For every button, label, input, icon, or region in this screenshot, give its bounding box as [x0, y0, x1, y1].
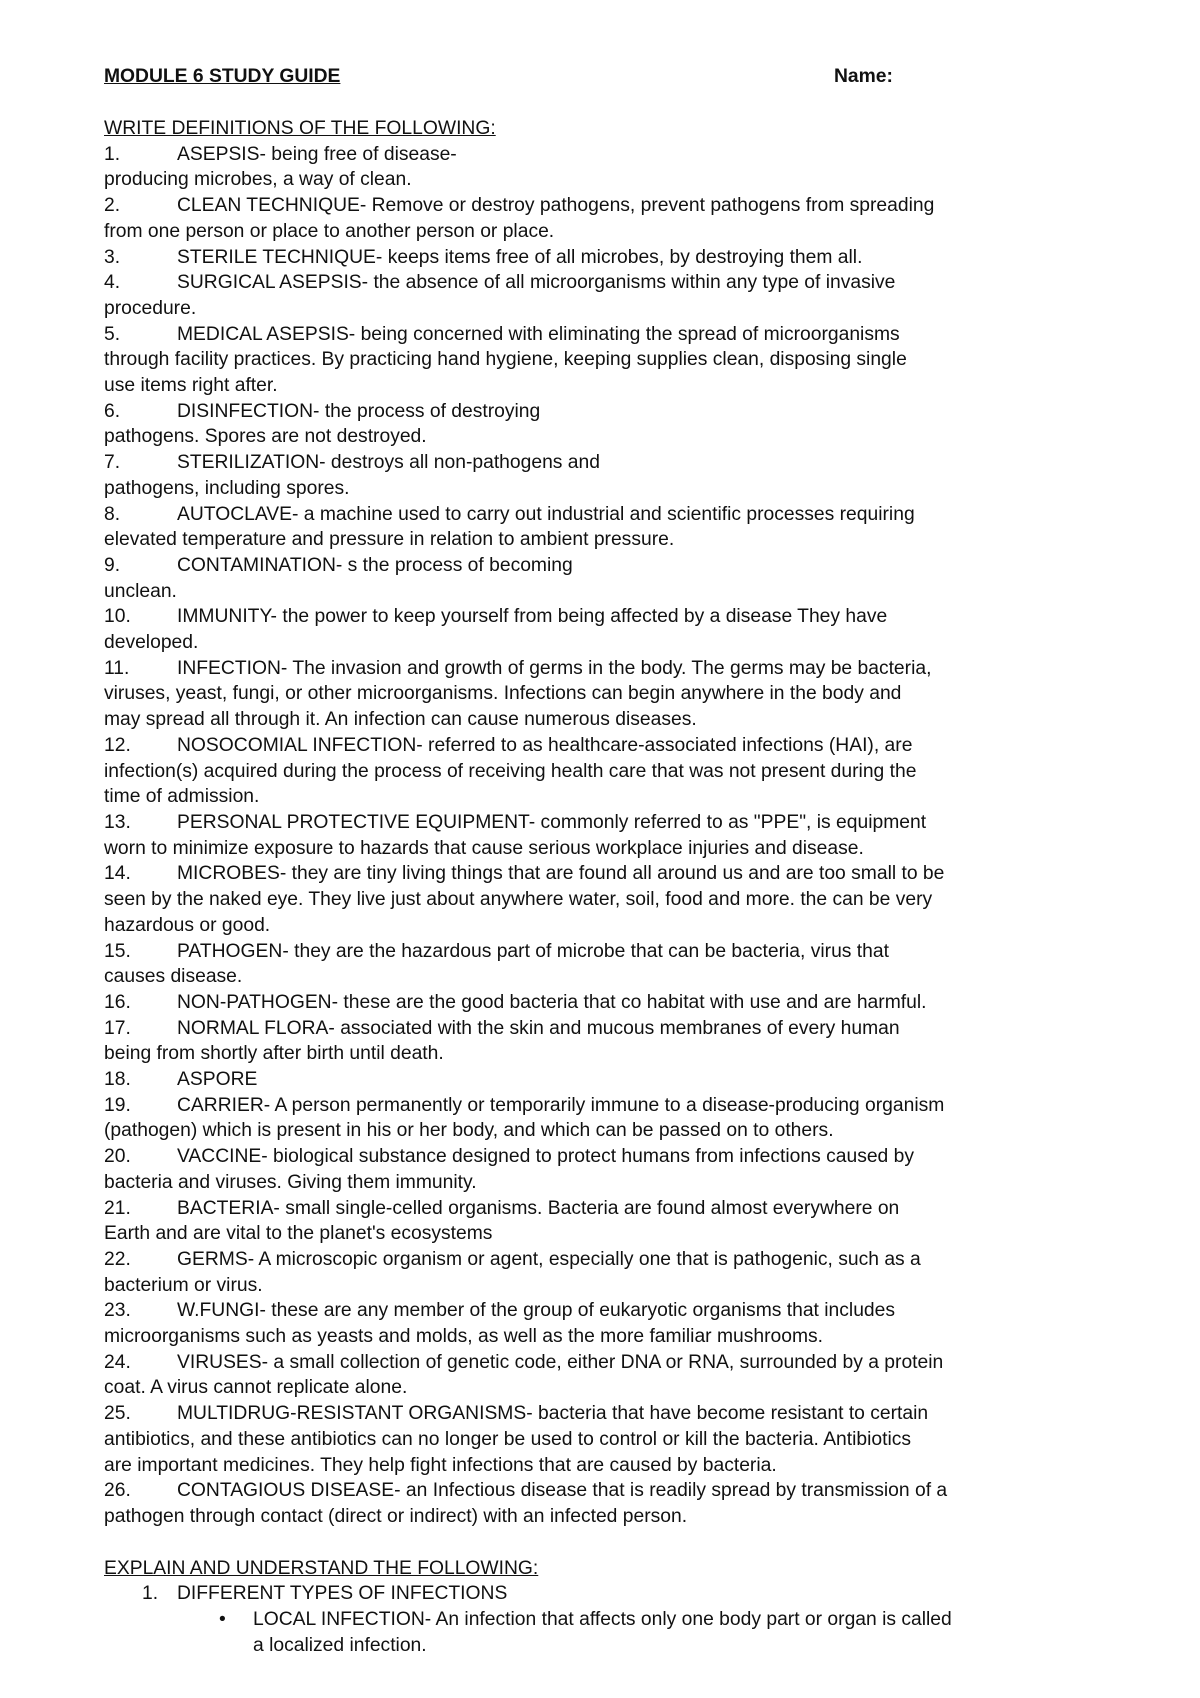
explain-list — [142, 1581, 1104, 1658]
definition-continuation-line — [104, 1221, 1104, 1247]
definition-continuation-line — [104, 527, 1104, 553]
spacer — [104, 1530, 1104, 1556]
explain-label: DIFFERENT TYPES OF INFECTIONS — [177, 1583, 508, 1605]
definition-number: 3. — [104, 246, 121, 268]
definition-number: 10. — [104, 606, 131, 628]
definition-number: 15. — [104, 940, 131, 962]
definition-number: 23. — [104, 1300, 131, 1322]
definition-first-line — [104, 1350, 1104, 1376]
definition-item — [104, 990, 1104, 1016]
explain-number: 1. — [142, 1583, 159, 1605]
definition-continuation-line — [104, 630, 1104, 656]
definition-number: 9. — [104, 554, 121, 576]
definition-text: NORMAL FLORA- associated with the skin and mucous membranes of every human — [177, 1017, 900, 1039]
definition-text: time of admission. — [104, 786, 260, 808]
definition-continuation-line — [104, 1504, 1104, 1530]
definition-text: INFECTION- The invasion and growth of germs in the body. The germs may be bacteria, — [177, 657, 932, 679]
definition-item — [104, 450, 1104, 501]
definition-item — [104, 1067, 1104, 1093]
definition-first-line — [104, 1247, 1104, 1273]
definition-continuation-line — [104, 476, 1104, 502]
definition-item — [104, 810, 1104, 861]
definition-item — [104, 1478, 1104, 1529]
definition-text: pathogen through contact (direct or indirect) with an infected person. — [104, 1505, 688, 1527]
definition-text: through facility practices. By practicing hand hygiene, keeping supplies clean, disposing single — [104, 349, 907, 371]
definition-text: VACCINE- biological substance designed to protect humans from infections caused by — [177, 1146, 914, 1168]
definition-item — [104, 245, 1104, 271]
definition-text: STERILIZATION- destroys all non-pathogens and — [177, 452, 600, 474]
definition-text: unclean. — [104, 580, 177, 602]
definition-item — [104, 1247, 1104, 1298]
definition-first-line — [104, 1067, 1104, 1093]
definition-continuation-line — [104, 707, 1104, 733]
definition-number: 26. — [104, 1480, 131, 1502]
definition-item — [104, 604, 1104, 655]
definition-first-line — [104, 861, 1104, 887]
definition-first-line — [104, 399, 1104, 425]
definition-text: NON-PATHOGEN- these are the good bacteria that co habitat with use and are harmful. — [177, 991, 927, 1013]
definition-text: producing microbes, a way of clean. — [104, 169, 412, 191]
definition-first-line — [104, 990, 1104, 1016]
definition-number: 14. — [104, 863, 131, 885]
definition-text: coat. A virus cannot replicate alone. — [104, 1377, 408, 1399]
definition-number: 1. — [104, 143, 121, 165]
definition-continuation-line — [104, 1170, 1104, 1196]
definition-item — [104, 861, 1104, 938]
definition-item — [104, 322, 1104, 399]
definition-item — [104, 1144, 1104, 1195]
definition-text: MICROBES- they are tiny living things that are found all around us and are too small to be — [177, 863, 945, 885]
definition-text: GERMS- A microscopic organism or agent, especially one that is pathogenic, such as a — [177, 1248, 921, 1270]
definition-item — [104, 399, 1104, 450]
definition-item — [104, 1350, 1104, 1401]
definition-continuation-line — [104, 759, 1104, 785]
definition-continuation-line — [104, 373, 1104, 399]
definition-continuation-line — [104, 964, 1104, 990]
definition-continuation-line — [104, 784, 1104, 810]
definition-text: are important medicines. They help fight infections that are caused by bacteria. — [104, 1454, 777, 1476]
definition-text: IMMUNITY- the power to keep yourself from being affected by a disease They have — [177, 606, 888, 628]
definition-first-line — [104, 656, 1104, 682]
definition-continuation-line — [104, 167, 1104, 193]
definition-text: CONTAMINATION- s the process of becoming — [177, 554, 573, 576]
definition-item — [104, 270, 1104, 321]
definition-text: CARRIER- A person permanently or temporarily immune to a disease-producing organism — [177, 1094, 945, 1116]
definition-continuation-line — [104, 1273, 1104, 1299]
definition-text: NOSOCOMIAL INFECTION- referred to as healthcare-associated infections (HAI), are — [177, 734, 913, 756]
definition-number: 6. — [104, 400, 121, 422]
definition-text: causes disease. — [104, 966, 243, 988]
definition-text: developed. — [104, 632, 199, 654]
definition-number: 22. — [104, 1248, 131, 1270]
definition-text: microorganisms such as yeasts and molds, as well as the more familiar mushrooms. — [104, 1326, 824, 1348]
definition-continuation-line — [104, 296, 1104, 322]
document-header — [104, 64, 1104, 90]
explain-item — [142, 1581, 1104, 1607]
definition-continuation-line — [104, 1453, 1104, 1479]
definition-number: 25. — [104, 1403, 131, 1425]
definition-continuation-line — [104, 836, 1104, 862]
definition-text: may spread all through it. An infection can cause numerous diseases. — [104, 709, 697, 731]
definition-first-line — [104, 939, 1104, 965]
bullet-dot-icon: • — [219, 1609, 226, 1631]
definition-first-line — [104, 142, 1104, 168]
definition-continuation-line — [104, 579, 1104, 605]
definition-text: procedure. — [104, 297, 197, 319]
definition-first-line — [104, 1016, 1104, 1042]
definition-continuation-line — [104, 219, 1104, 245]
definition-text: SURGICAL ASEPSIS- the absence of all microorganisms within any type of invasive — [177, 272, 896, 294]
definition-first-line — [104, 810, 1104, 836]
definition-text: bacterium or virus. — [104, 1274, 263, 1296]
definition-first-line — [104, 1298, 1104, 1324]
definition-text: PATHOGEN- they are the hazardous part of microbe that can be bacteria, virus that — [177, 940, 889, 962]
definition-continuation-line — [104, 424, 1104, 450]
definition-number: 18. — [104, 1069, 131, 1091]
definition-item — [104, 939, 1104, 990]
bullet-text: LOCAL INFECTION- An infection that affects only one body part or organ is called — [253, 1609, 952, 1631]
definition-item — [104, 733, 1104, 810]
definition-text: MULTIDRUG-RESISTANT ORGANISMS- bacteria that have become resistant to certain — [177, 1403, 929, 1425]
definition-number: 13. — [104, 811, 131, 833]
definition-continuation-line — [104, 347, 1104, 373]
definition-number: 17. — [104, 1017, 131, 1039]
definition-continuation-line — [104, 1324, 1104, 1350]
definition-number: 16. — [104, 991, 131, 1013]
definition-text: PERSONAL PROTECTIVE EQUIPMENT- commonly referred to as "PPE", is equipment — [177, 811, 927, 833]
definition-text: VIRUSES- a small collection of genetic code, either DNA or RNA, surrounded by a protein — [177, 1351, 944, 1373]
definition-first-line — [104, 270, 1104, 296]
definition-item — [104, 502, 1104, 553]
study-guide-document — [104, 64, 1104, 1658]
definition-text: CONTAGIOUS DISEASE- an Infectious disease that is readily spread by transmission of a — [177, 1480, 948, 1502]
definition-number: 5. — [104, 323, 121, 345]
definition-text: DISINFECTION- the process of destroying — [177, 400, 541, 422]
definition-text: use items right after. — [104, 375, 278, 397]
definition-first-line — [104, 322, 1104, 348]
definition-first-line — [104, 1478, 1104, 1504]
definition-continuation-line — [104, 1375, 1104, 1401]
definition-first-line — [104, 733, 1104, 759]
definition-text: bacteria and viruses. Giving them immunity. — [104, 1171, 477, 1193]
definition-first-line — [104, 553, 1104, 579]
definition-first-line — [104, 502, 1104, 528]
definition-first-line — [104, 1144, 1104, 1170]
spacer — [104, 90, 1104, 116]
definition-number: 21. — [104, 1197, 131, 1219]
definition-text: pathogens, including spores. — [104, 477, 350, 499]
name-label: Name: — [834, 66, 893, 87]
definition-number: 20. — [104, 1146, 131, 1168]
definition-first-line — [104, 450, 1104, 476]
definition-continuation-line — [104, 681, 1104, 707]
definition-text: W.FUNGI- these are any member of the group of eukaryotic organisms that includes — [177, 1300, 896, 1322]
definition-number: 11. — [104, 657, 130, 679]
definition-item — [104, 193, 1104, 244]
definition-continuation-line — [104, 1041, 1104, 1067]
definition-number: 2. — [104, 195, 121, 217]
definition-first-line — [104, 1093, 1104, 1119]
definition-number: 7. — [104, 452, 121, 474]
definition-text: ASPORE — [177, 1069, 258, 1091]
definition-text: ASEPSIS- being free of disease- — [177, 143, 457, 165]
definition-item — [104, 1401, 1104, 1478]
definition-text: Earth and are vital to the planet's ecosystems — [104, 1223, 493, 1245]
definition-text: from one person or place to another person or place. — [104, 220, 555, 242]
definition-text: elevated temperature and pressure in relation to ambient pressure. — [104, 529, 675, 551]
definition-item — [104, 1016, 1104, 1067]
definition-text: hazardous or good. — [104, 914, 271, 936]
definition-text: pathogens. Spores are not destroyed. — [104, 426, 427, 448]
document-title: MODULE 6 STUDY GUIDE — [104, 66, 341, 87]
definition-first-line — [104, 245, 1104, 271]
definition-item — [104, 656, 1104, 733]
bullet-text: a localized infection. — [253, 1634, 427, 1656]
definition-first-line — [104, 193, 1104, 219]
definition-first-line — [104, 604, 1104, 630]
definition-text: worn to minimize exposure to hazards that cause serious workplace injuries and disease. — [104, 837, 864, 859]
definition-text: AUTOCLAVE- a machine used to carry out industrial and scientific processes requiring — [177, 503, 915, 525]
definition-continuation-line — [104, 887, 1104, 913]
definition-text: STERILE TECHNIQUE- keeps items free of all microbes, by destroying them all. — [177, 246, 863, 268]
definition-number: 8. — [104, 503, 121, 525]
definition-number: 19. — [104, 1094, 131, 1116]
definition-number: 24. — [104, 1351, 131, 1373]
definition-number: 12. — [104, 734, 131, 756]
definition-item — [104, 1298, 1104, 1349]
definition-continuation-line — [104, 1118, 1104, 1144]
definition-continuation-line — [104, 1427, 1104, 1453]
definition-continuation-line — [104, 913, 1104, 939]
definition-item — [104, 1093, 1104, 1144]
definition-text: antibiotics, and these antibiotics can no longer be used to control or kill the bacteria. Antibiotics — [104, 1428, 912, 1450]
definitions-list — [104, 142, 1104, 1530]
definition-text: seen by the naked eye. They live just about anywhere water, soil, food and more. the can be very — [104, 889, 933, 911]
bullet-item — [219, 1607, 1104, 1658]
definition-item — [104, 142, 1104, 193]
definition-text: infection(s) acquired during the process of receiving health care that was not present during the — [104, 760, 917, 782]
definitions-heading: WRITE DEFINITIONS OF THE FOLLOWING: — [104, 118, 496, 139]
definition-text: BACTERIA- small single-celled organisms. Bacteria are found almost everywhere on — [177, 1197, 900, 1219]
definition-text: being from shortly after birth until death. — [104, 1043, 444, 1065]
explain-heading: EXPLAIN AND UNDERSTAND THE FOLLOWING: — [104, 1557, 539, 1579]
definition-text: viruses, yeast, fungi, or other microorganisms. Infections can begin anywhere in the body and — [104, 683, 902, 705]
definition-first-line — [104, 1401, 1104, 1427]
definition-item — [104, 1196, 1104, 1247]
definition-text: MEDICAL ASEPSIS- being concerned with eliminating the spread of microorganisms — [177, 323, 900, 345]
definition-number: 4. — [104, 272, 121, 294]
definition-first-line — [104, 1196, 1104, 1222]
definition-item — [104, 553, 1104, 604]
definition-text: (pathogen) which is present in his or her body, and which can be passed on to others. — [104, 1120, 834, 1142]
definition-text: CLEAN TECHNIQUE- Remove or destroy pathogens, prevent pathogens from spreading — [177, 195, 935, 217]
